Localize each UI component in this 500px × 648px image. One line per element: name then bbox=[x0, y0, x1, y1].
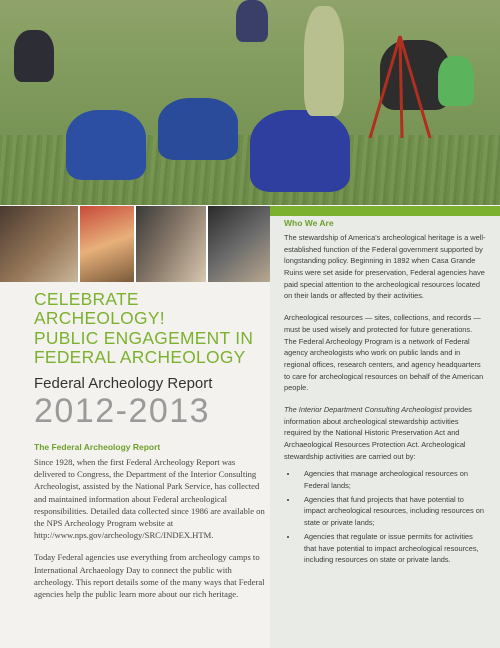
report-title: Federal Archeology Report bbox=[34, 374, 213, 392]
headline-line: PUBLIC ENGAGEMENT IN bbox=[34, 327, 254, 348]
paragraph-text: provides information about archeological stewardship activities required by the National Historic Preservation Act and Archaeological Resources Protection Act. Archeological stewardship activities are carried out by: bbox=[284, 404, 472, 461]
paragraph bbox=[284, 404, 486, 462]
paragraph: Since 1928, when the first Federal Archeology Report was delivered to Congress, the Department of the Interior Consulting Archeologist, assisted by the National Park Service, has collected and maintained information about Federal archeological responsibilities. Detailed data collected since 1986 are available on the NPS Archeology Program website at http://www.nps.gov/archeology/SRC/INDEX.HTM. bbox=[34, 456, 265, 541]
thumbnail-photo-3 bbox=[136, 206, 206, 282]
thumbnail-photo-4 bbox=[208, 206, 270, 282]
italic-title: The Interior Department Consulting Archeologist bbox=[284, 404, 442, 414]
person-figure bbox=[14, 30, 54, 82]
hero-photo bbox=[0, 0, 500, 205]
person-figure bbox=[158, 98, 238, 160]
thumbnail-photo-1 bbox=[0, 206, 78, 282]
thumbnail-photo-2 bbox=[80, 206, 134, 282]
list-item: • Agencies that manage archeological resources on Federal lands; bbox=[298, 468, 486, 491]
who-we-are-panel bbox=[270, 216, 500, 648]
person-figure bbox=[250, 110, 350, 192]
survey-tripod bbox=[360, 30, 440, 140]
main-column bbox=[34, 290, 266, 610]
headline bbox=[34, 290, 266, 368]
thumbnail-strip bbox=[0, 206, 270, 282]
person-figure bbox=[438, 56, 474, 106]
paragraph: The stewardship of America's archeological heritage is a well-established function of the Federal government supported by longstanding policy. Beginning in 1892 when Casa Grande Ruins were set aside for preservation, Federal agencies have paid special attention to the archeological resources located on their lands or affected by their activities. bbox=[284, 233, 486, 301]
person-figure bbox=[304, 6, 344, 116]
headline-line: CELEBRATE ARCHEOLOGY! bbox=[34, 289, 165, 329]
paragraph: Archeological resources — sites, collections, and records — must be used wisely and protected for future generations. The Federal Archeology Program is a network of Federal agency archeologists who work on public lands and in regional offices, research centers, and agency headquarters to care for archeological resources on behalf of the American people. bbox=[284, 313, 484, 393]
list-item: • Agencies that fund projects that have potential to impact archeological resources, including resources on state or private lands; bbox=[298, 494, 486, 529]
report-years: 2012-2013 bbox=[34, 391, 211, 430]
list-item: • Agencies that regulate or issue permits for activities that have potential to impact archeological resources, including resources on state or private lands. bbox=[298, 531, 486, 566]
person-figure bbox=[236, 0, 268, 42]
bullet-list bbox=[284, 468, 486, 566]
accent-bar bbox=[270, 206, 500, 216]
section-heading: The Federal Archeology Report bbox=[34, 441, 161, 452]
section-heading: Who We Are bbox=[284, 218, 334, 228]
person-figure bbox=[66, 110, 146, 180]
paragraph: Today Federal agencies use everything from archeology camps to International Archaeology Day to connect the public with archeology. This report details some of the many ways that Federal agencies help the public learn more about our rich heritage. bbox=[34, 552, 265, 599]
headline-line: FEDERAL ARCHEOLOGY bbox=[34, 347, 246, 368]
